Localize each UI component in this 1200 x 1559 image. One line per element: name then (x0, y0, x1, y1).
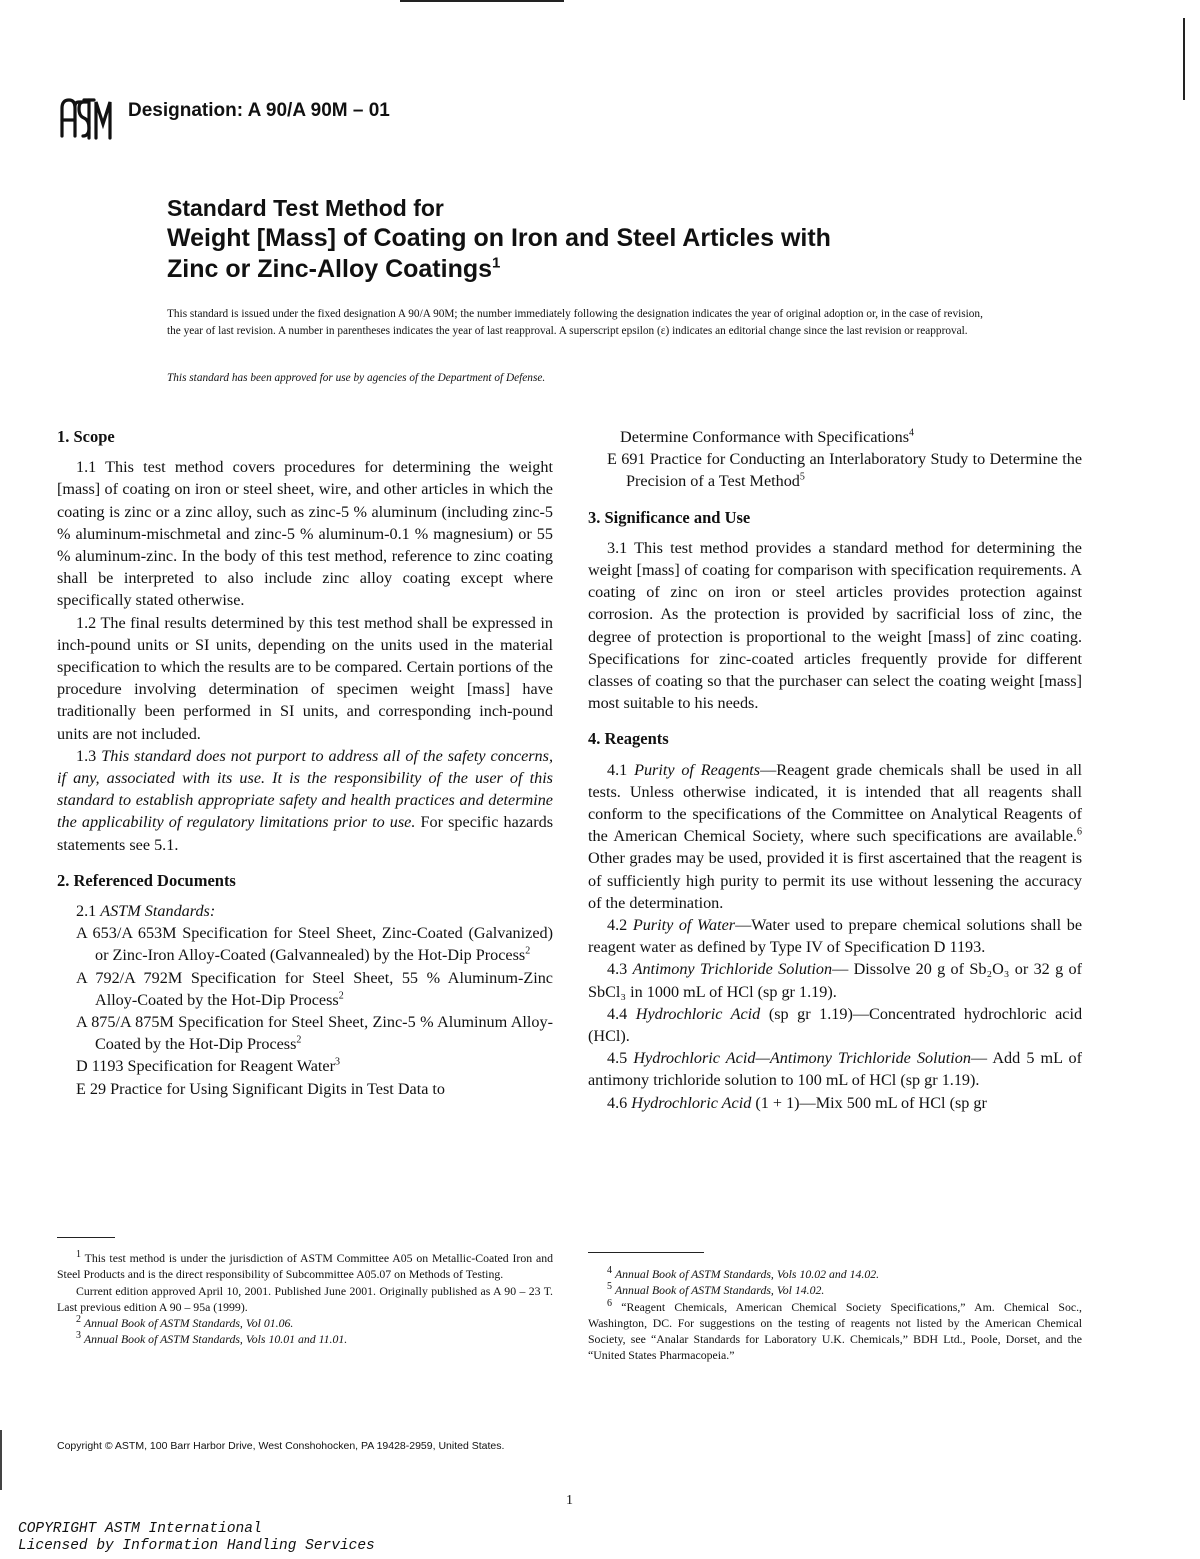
paragraph-4-1-label: Purity of Reagents (634, 760, 761, 779)
paragraph-4-6-number: 4.6 (607, 1093, 628, 1112)
paragraph-4-6 (588, 1092, 1082, 1114)
safety-statement: This standard does not purport to address all of the safety concerns, if any, associated with its use. It is the responsibility of the user of this standard to establish appropriate safety and health practices and determine the applicability of regulatory limitations prior to use. (57, 746, 553, 832)
watermark-license: Licensed by Information Handling Services (18, 1538, 375, 1554)
paragraph-4-1-number: 4.1 (607, 760, 628, 779)
footnote-rule-right (588, 1252, 704, 1253)
paragraph-4-6-text: (1 + 1)—Mix 500 mL of HCl (sp gr (755, 1093, 987, 1112)
paragraph-4-1 (588, 759, 1082, 914)
copyright-line: Copyright © ASTM, 100 Barr Harbor Drive, West Conshohocken, PA 19428-2959, United States. (57, 1440, 505, 1452)
document-title (167, 193, 1067, 285)
issue-note: This standard is issued under the fixed designation A 90/A 90M; the number immediately following the designation indicates the year of original adoption or, in the case of revision, the year of last revision. A number in parentheses indicates the year of last reapproval. A superscript epsilon (ε) indicates an editorial change since the last revision or reapproval. (167, 308, 983, 337)
footnote-rule-left (57, 1237, 115, 1238)
section-heading-significance: 3. Significance and Use (588, 507, 751, 527)
footnote-5-text: Annual Book of ASTM Standards, Vol 14.02. (614, 1283, 825, 1298)
reference-e29 (76, 1078, 553, 1100)
footnote-3-text: Annual Book of ASTM Standards, Vols 10.01 and 11.01. (83, 1332, 348, 1347)
paragraph-1-3 (57, 745, 553, 856)
dod-approval-note: This standard has been approved for use by agencies of the Department of Defense. (167, 372, 546, 384)
footnote-2-text: Annual Book of ASTM Standards, Vol 01.06. (83, 1316, 294, 1331)
paragraph-4-6-label: Hydrochloric Acid (631, 1093, 752, 1112)
reference-d1193-text: D 1193 Specification for Reagent Water (76, 1057, 335, 1076)
paragraph-4-4-text: (sp gr 1.19)—Concentrated hydrochloric acid (HCl). (588, 1004, 1083, 1046)
footnote-6 (588, 1299, 1082, 1364)
reference-a792-fn: 2 (338, 990, 344, 1002)
subsection-2-1 (57, 900, 553, 922)
page-edge-mark (1183, 18, 1185, 100)
footnotes-left (57, 1250, 553, 1348)
paragraph-4-1-tail: Other grades may be used, provided it is first ascertained that the reagent is of sufficiently high purity to permit its use without lessening the accuracy of the determination. (588, 849, 1082, 912)
paragraph-1-2: 1.2 The final results determined by this test method shall be expressed in inch-pound units or SI units, depending on the units used in the material specification to which the results are to be compared. Certain portions of the procedure involving determination of specimen weight [mass] have traditionally been performed in SI units, and corresponding inch-pound units are not included. (57, 613, 553, 743)
section-heading-referenced-documents: 2. Referenced Documents (57, 870, 236, 890)
footnote-2-mark: 2 (76, 1314, 81, 1326)
reference-e691 (607, 448, 1082, 492)
footnote-4 (588, 1266, 1082, 1282)
paragraph-4-4-number: 4.4 (607, 1004, 628, 1023)
astm-logo-icon (56, 96, 116, 142)
watermark-copyright: COPYRIGHT ASTM International (18, 1521, 262, 1537)
title-footnote-mark: 1 (492, 254, 501, 272)
footnote-4-mark: 4 (607, 1265, 612, 1277)
reference-d1193-fn: 3 (334, 1057, 340, 1069)
footnote-5 (588, 1282, 1082, 1298)
footnote-1-mark: 1 (76, 1249, 81, 1261)
title-line-3 (167, 254, 1067, 285)
reference-a653-text: A 653/A 653M Specification for Steel Sheet, Zinc-Coated (Galvanized) or Zinc-Iron Alloy-Coated (Galvannealed) by the Hot-Dip Process (76, 924, 553, 965)
subsection-2-1-number: 2.1 (76, 902, 97, 921)
footnotes-right (588, 1266, 1082, 1364)
section-heading-reagents: 4. Reagents (588, 729, 669, 749)
paragraph-1-3-number: 1.3 (76, 746, 97, 765)
reference-a653 (76, 922, 553, 966)
footnote-1 (57, 1250, 553, 1283)
paragraph-4-5 (588, 1047, 1082, 1091)
paragraph-4-3 (588, 958, 1082, 1002)
top-rule (400, 0, 564, 2)
reference-a653-fn: 2 (525, 946, 531, 958)
paragraph-4-2-text: —Water used to prepare chemical solutions shall be reagent water as defined by Type IV of Specification D 1193. (588, 916, 1083, 957)
reference-a875-fn: 2 (296, 1034, 302, 1046)
right-column (588, 426, 1082, 1114)
footnote-2 (57, 1315, 553, 1331)
footnote-1-text: This test method is under the jurisdiction of ASTM Committee A05 on Metallic-Coated Iron and Steel Products and is the direct responsibility of Subcommittee A05.07 on Methods of Testing. (57, 1251, 553, 1282)
reference-e29-continued (607, 426, 1082, 448)
paragraph-4-3-text: — Dissolve 20 g of Sb₂O₃ or 32 g of SbCl₃ in 1000 mL of HCl (sp gr 1.19). (588, 960, 1083, 1001)
footnote-3 (57, 1331, 553, 1347)
paragraph-4-5-number: 4.5 (607, 1049, 628, 1068)
footnote-5-mark: 5 (607, 1281, 612, 1293)
paragraph-4-4-label: Hydrochloric Acid (635, 1004, 761, 1023)
page-number: 1 (566, 1493, 573, 1508)
left-edge-mark (0, 1430, 2, 1490)
title-line-3-text: Zinc or Zinc-Alloy Coatings (167, 255, 493, 283)
title-line-2: Weight [Mass] of Coating on Iron and Steel Articles with (167, 224, 831, 252)
paragraph-4-4 (588, 1003, 1082, 1047)
reference-a875-text: A 875/A 875M Specification for Steel Sheet, Zinc-5 % Aluminum Alloy-Coated by the Hot-Dip Process (76, 1013, 553, 1054)
reference-e29-continued-text: Determine Conformance with Specifications (620, 428, 910, 446)
reference-e691-fn: 5 (799, 472, 805, 484)
footnote-3-mark: 3 (76, 1330, 81, 1342)
reference-a792 (76, 967, 553, 1011)
paragraph-4-1-text: —Reagent grade chemicals shall be used in all tests. Unless otherwise indicated, it is intended that all reagents shall conform to the specifications of the Committee on Analytical Reagents of the American Chemical Society, where such specifications are available. (588, 760, 1083, 846)
paragraph-4-5-label: Hydrochloric Acid—Antimony Trichloride Solution (633, 1049, 971, 1068)
paragraph-4-2 (588, 914, 1082, 958)
footnote-6-text: “Reagent Chemicals, American Chemical Society Specifications,” Am. Chemical Soc., Washington, DC. For suggestions on the testing of reagents not listed by the American Chemical Society, see “Analar Standards for Laboratory U.K. Chemicals,” BDH Ltd., Poole, Dorset, and the “United States Pharmacopeia.” (588, 1299, 1082, 1363)
paragraph-4-3-number: 4.3 (607, 960, 628, 979)
current-edition-note: Current edition approved April 10, 2001. Published June 2001. Originally published as A 90 – 23 T. Last previous edition A 90 – 95a (1999). (57, 1283, 553, 1314)
reference-d1193 (76, 1055, 553, 1077)
reference-e29-text: E 29 Practice for Using Significant Digits in Test Data to (76, 1079, 446, 1098)
paragraph-4-5-text: — Add 5 mL of antimony trichloride solution to 100 mL of HCl (sp gr 1.19). (588, 1049, 1082, 1090)
paragraph-4-2-number: 4.2 (607, 916, 628, 935)
footnote-6-mark: 6 (607, 1297, 612, 1309)
reference-a792-text: A 792/A 792M Specification for Steel Sheet, 55 % Aluminum-Zinc Alloy-Coated by the Hot-Dip Process (76, 968, 553, 1009)
paragraph-1-1: 1.1 This test method covers procedures for determining the weight [mass] of coating on iron or steel sheet, wire, and other articles in which the coating is zinc or a zinc alloy, such as zinc-5 % aluminum (including zinc-5 % aluminum-mischmetal and zinc-5 % aluminum-0.1 % magnesium) or 55 % aluminum-zinc. In the body of this test method, reference to zinc coating shall be interpreted to also include zinc alloy coating except where specifically stated otherwise. (57, 458, 553, 610)
designation: Designation: A 90/A 90M – 01 (128, 100, 390, 121)
paragraph-4-1-fn: 6 (1077, 826, 1082, 838)
reference-a875 (76, 1011, 553, 1055)
title-line-1: Standard Test Method for (167, 195, 444, 221)
paragraph-4-3-label: Antimony Trichloride Solution (632, 960, 833, 979)
paragraph-3-1: 3.1 This test method provides a standard method for determining the weight [mass] of coating for comparison with specification requirements. A coating of zinc on iron or steel articles provides protection against corrosion. As the protection is provided by sacrificial loss of zinc, the degree of protection is proportional to the weight [mass] of zinc coating. Specifications for zinc-coated articles frequently provide for different classes of coating so that the purchaser can select the coating weight [mass] most suitable to his needs. (588, 538, 1082, 713)
reference-e691-text: E 691 Practice for Conducting an Interlaboratory Study to Determine the Precision of a Test Method (607, 450, 1082, 491)
hazards-reference: For specific hazards statements see 5.1. (57, 813, 553, 854)
subsection-2-1-label: ASTM Standards: (100, 902, 216, 921)
paragraph-4-2-label: Purity of Water (632, 916, 736, 935)
section-heading-scope: 1. Scope (57, 427, 115, 446)
left-column (57, 426, 553, 1100)
footnote-4-text: Annual Book of ASTM Standards, Vols 10.02 and 14.02. (614, 1267, 880, 1281)
reference-e29-fn: 4 (909, 427, 915, 439)
